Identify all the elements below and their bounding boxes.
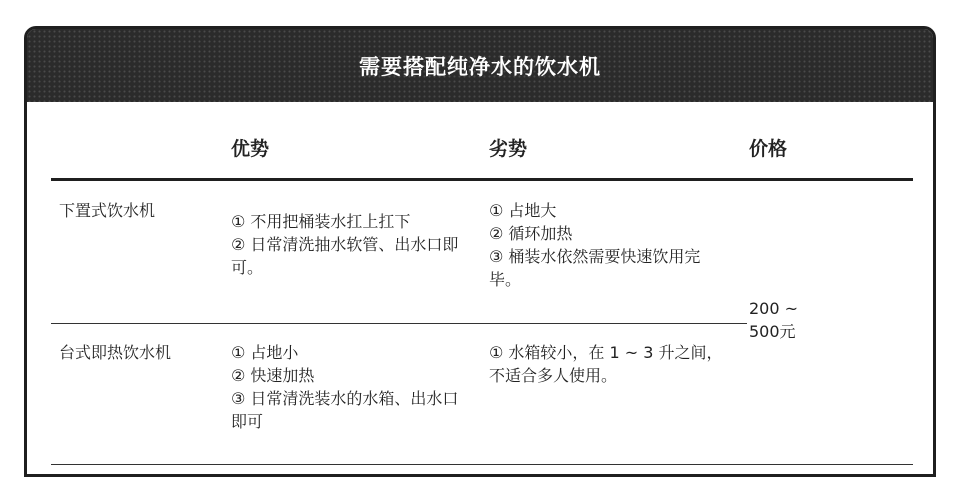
disadvantage-item: ③ 桶装水依然需要快速饮用完毕。 xyxy=(489,247,701,289)
disadvantage-item: ② 循环加热 xyxy=(489,224,573,243)
column-header-price: 价格 xyxy=(749,138,788,160)
advantage-item: ① 占地小 xyxy=(231,343,299,362)
row-advantages-desktop-instant xyxy=(231,341,469,433)
table-header-row xyxy=(51,102,913,181)
column-header-advantages: 优势 xyxy=(231,138,270,160)
row-divider xyxy=(51,323,747,324)
card-title: 需要搭配纯净水的饮水机 xyxy=(359,54,601,79)
price-range: 200 ~ 500元 xyxy=(749,299,799,341)
advantage-item: ② 日常清洗抽水软管、出水口即可。 xyxy=(231,235,459,277)
row-advantages-under-mounted xyxy=(231,210,469,279)
advantage-item: ③ 日常清洗装水的水箱、出水口即可 xyxy=(231,389,459,431)
advantage-item: ① 不用把桶装水扛上扛下 xyxy=(231,212,411,231)
table-body xyxy=(51,181,913,465)
comparison-table xyxy=(51,102,913,465)
disadvantage-item: ① 占地大 xyxy=(489,201,557,220)
row-disadvantages-desktop-instant xyxy=(489,341,727,387)
row-name-desktop-instant: 台式即热饮水机 xyxy=(59,343,172,362)
column-header-disadvantages: 劣势 xyxy=(489,138,528,160)
advantage-item: ② 快速加热 xyxy=(231,366,315,385)
row-disadvantages-under-mounted xyxy=(489,199,727,291)
row-name-under-mounted: 下置式饮水机 xyxy=(59,201,156,220)
comparison-card xyxy=(24,26,936,477)
disadvantage-item: ① 水箱较小，在 1 ~ 3 升之间，不适合多人使用。 xyxy=(489,343,723,385)
card-header xyxy=(27,29,933,102)
